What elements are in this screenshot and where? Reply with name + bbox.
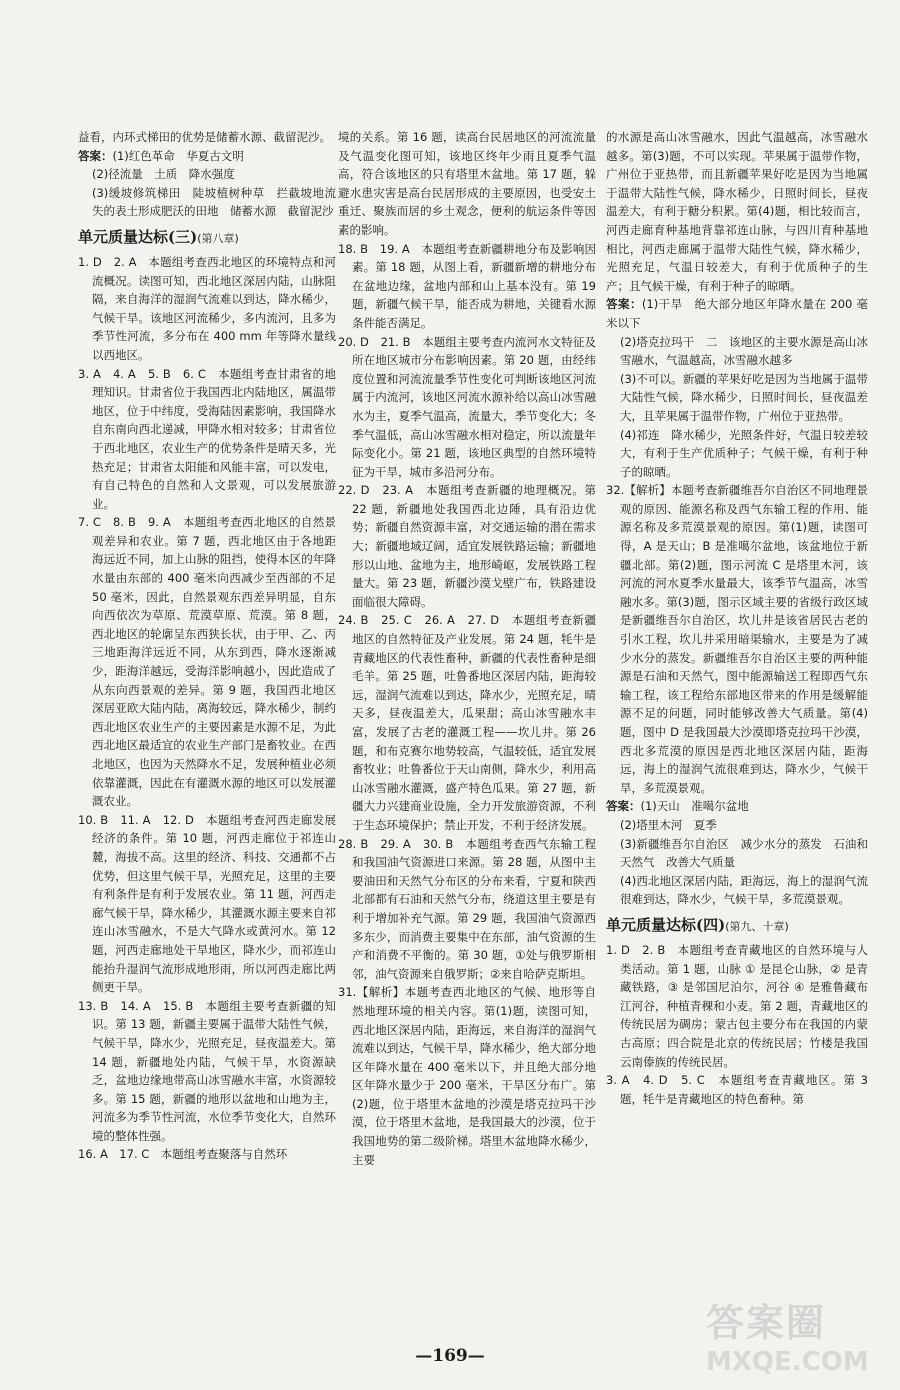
answer-line: (3)新疆维吾尔自治区 减少水分的蒸发 石油和天然气 改善大气质量 [620, 836, 868, 870]
answer-line: (1)红色革命 华夏古文明 [112, 148, 244, 163]
answer-item: 10. B 11. A 12. D 本题组考查河西走廊发展经济的条件。第 10 题，河西走廊位于祁连山麓，海拔不高。这里的经济、科技、交通都不占优势，但这里气候干旱，光照充足，这里的主要有利条件是有利于发展农业。第 11 题，河西走廊气候干旱，降水稀少，其灌溉水源主要来自祁连山冰雪融水，不是大气降水或黄河水。第 12 题，河西走廊地处干旱地区，降水少，而祁连山能抬升湿润气流形成地形雨，所以河西走廊比两侧更干旱。 [78, 812, 336, 995]
answer-line: (2)塔克拉玛干 二 该地区的主要水源是高山冰雪融水，气温越高，冰雪融水越多 [620, 334, 868, 368]
answer-line: (2)径流量 土质 降水强度 [92, 167, 235, 182]
column-middle [338, 128, 596, 1348]
paragraph: 益看，内环式梯田的优势是储蓄水源、截留泥沙。 [78, 130, 331, 144]
answer-item: 24. B 25. C 26. A 27. D 本题组考查新疆地区的自然特征及产业发展。第 24 题，牦牛是青藏地区的代表性畜种，新疆的代表性畜种是细毛羊。第 25 题，吐鲁番地区深居内陆，距海较远，湿润气流难以到达，降水少，光照充足，晴天多，昼夜温差大，瓜果甜；高山冰雪融水丰富，发展了古老的灌溉工程——坎儿井。第 26 题，和布克赛尔地势较高，气温较低，适宜发展畜牧业；吐鲁番位于天山南侧，降水少，利用高山冰雪融水灌溉，盛产特色瓜果。第 27 题，新疆大力兴建商业设施，全力开发旅游资源，不利于生态环境保护；禁止开发，不利于经济发展。 [338, 613, 596, 832]
section-title: 单元质量达标(三) [78, 227, 198, 246]
answer-block [78, 147, 336, 166]
page-number: —169— [415, 1346, 485, 1366]
answer-label: 答案： [78, 148, 113, 163]
section-subtitle: (第八章) [197, 231, 239, 245]
answer-block [606, 295, 868, 332]
watermark-text: 答案圈 [706, 1301, 827, 1345]
answer-item: 32.【解析】本题考查新疆维吾尔自治区不同地理景观的原因、能源名称及西气东输工程的作用、能源名称及多荒漠景观的原因。第(1)题，读图可得，A 是天山；B 是准噶尔盆地，该盆地位于新疆北部。第(2)题，图示河流 C 是塔里木河，该河流的河水夏季水量最大，该季节气温高，冰雪融水多。第(3)题，图示区域主要的省级行政区域是新疆维吾尔自治区，坎儿井是该省居民古老的引水工程，坎儿井采用暗渠输水，主要是为了减少水分的蒸发。新疆维吾尔自治区主要的两种能源是石油和天然气，图中能源输送工程即西气东输工程，该工程给东部地区带来的作用是缓解能源不足的问题，同时能够改善大气质量。第(4)题，图中 D 是我国最大沙漠即塔克拉玛干沙漠，西北多荒漠的原因是西北地区深居内陆，距海远，海上的湿润气流很难到达，降水少，气候干旱，多荒漠景观。 [606, 483, 868, 795]
answer-line: (1)干旱 绝大部分地区年降水量在 200 毫米以下 [606, 297, 868, 330]
answer-label: 答案： [606, 297, 642, 312]
answer-item: 1. D 2. B 本题组考查青藏地区的自然环境与人类活动。第 1 题，山脉 ① 是昆仑山脉，② 是青藏铁路，③ 是邻国尼泊尔，河谷 ④ 是雅鲁藏布江河谷，种植青稞和小麦。第 2 题，青藏地区的传统民居为碉房；蒙古包主要分布在我国的内蒙古高原；四合院是北京的传统民居；竹楼是我国云南傣族的传统民居。 [606, 942, 868, 1069]
answer-block [606, 797, 868, 816]
answer-item: 20. D 21. B 本题组主要考查内流河水文特征及所在地区城市分布影响因素。第 20 题，由经纬度位置和河流流量季节性变化可判断该地区河流属于内流河，该地区河流水源补给以高山冰雪融水为主，夏季气温高，流量大，季节变化大；冬季气温低，高山冰雪融水相对稳定，所以流量年际变化小。第 21 题，该地区典型的自然环境特征为干旱，城市多沿河分布。 [338, 334, 596, 479]
paragraph: 的水源是高山冰雪融水，因此气温越高，冰雪融水越多。第(3)题，不可以实现。苹果属于温带作物，广州位于亚热带，而且新疆苹果好吃是因为当地属于温带大陆性气候，降水稀少，日照时间长，昼夜温差大，有利于糖分积累。第(4)题，相比较而言，河西走廊育种基地背靠祁连山脉，与四川育种基地相比，河西走廊属于温带大陆性气候，降水稀少，光照充足，气温日较差大，有利于优质种子的生产；且气候干燥，有利于种子的晾晒。 [606, 130, 868, 293]
answer-line: (2)塔里木河 夏季 [620, 817, 717, 832]
section-heading [78, 227, 336, 249]
answer-item: 13. B 14. A 15. B 本题组主要考查新疆的知识。第 13 题，新疆主要属于温带大陆性气候，气候干旱，降水少，光照充足，昼夜温差大。第 14 题，新疆地处内陆，气候干旱，水资源缺乏，盆地边缘地带高山冰雪融水丰富，水资源较多。第 15 题，新疆的地形以盆地和山地为主，河流多为季节性河流，水位季节变化大，自然环境的整体性强。 [78, 998, 336, 1143]
answer-line: (3)缓坡修筑梯田 陡坡植树种草 拦截坡地流失的表土形成肥沃的田地 储蓄水源 截留泥沙 [92, 185, 336, 219]
answer-item: 7. C 8. B 9. A 本题组考查西北地区的自然景观差异和农业。第 7 题，西北地区由于各地距海远近不同，加上山脉的阻挡，使得本区的年降水量由东部的 400 毫米向西减少至西部的不足 50 毫米，因此，自然景观东西差异明显，自东向西依次为草原、荒漠草原、荒漠。第 8 题，西北地区的轮廓呈东西狭长状，由于甲、乙、丙三地距海洋远近不同，从东到西，降水逐渐减少，距海洋越远，受海洋影响越小，因此造成了从东向西景观的差异。第 9 题，我国西北地区深居亚欧大陆内陆，离海较远，降水稀少，制约西北地区农业生产的主要因素是水源不足，为此西北地区最适宜的农业生产部门是畜牧业。在西北地区，也因为天然降水不足，发展种植业必须依靠灌溉，因此在有灌溉水源的地区可以发展灌溉农业。 [78, 515, 336, 809]
section-subtitle: (第九、十章) [725, 919, 789, 933]
answer-item: 18. B 19. A 本题组考查新疆耕地分布及影响因素。第 18 题，从图上看，新疆新增的耕地分布在盆地边缘，盆地内部和山上基本没有。第 19 题，新疆气候干旱，能否成为耕地，关键看水源条件能否满足。 [338, 241, 596, 330]
answer-item: 3. A 4. D 5. C 本题组考查青藏地区。第 3 题，牦牛是青藏地区的特色畜种。第 [606, 1073, 868, 1106]
answer-line: (3)不可以。新疆的苹果好吃是因为当地属于温带大陆性气候，降水稀少，日照时间长，昼夜温差大，且苹果属于温带作物，广州位于亚热带。 [620, 371, 868, 423]
watermark-url: MXQE.COM [706, 1347, 869, 1377]
answer-line: (4)祁连 降水稀少，光照条件好，气温日较差较大，有利于生产优质种子；气候干燥，有利于种子的晾晒。 [620, 427, 868, 479]
answer-item: 3. A 4. A 5. B 6. C 本题组考查甘肃省的地理知识。甘肃省位于我国西北内陆地区，属温带地区，位于中纬度，受海陆因素影响，我国降水自东南向西北递减，甲降水相对较多；甘肃省位于西北地区，农业生产的优势条件是晴天多，光热充足；甘肃省太阳能和风能丰富，可以发电，有自己特色的自然和人文景观，可以发展旅游业。 [78, 366, 336, 511]
answer-line: (4)西北地区深居内陆，距海远，海上的湿润气流很难到达，降水少，气候干旱，多荒漠景观。 [620, 873, 868, 907]
section-title: 单元质量达标(四) [606, 915, 726, 934]
column-right [606, 128, 868, 1348]
answer-item: 28. B 29. A 30. B 本题组考查西气东输工程和我国油气资源进口来源。第 28 题，从图中主要油田和天然气分布区的分布来看，宁夏和陕西北部都有石油和天然气分布，绕道这里主要是有利于增加补充气源。第 29 题，我国油气资源西多东少，而消费主要集中在东部，油气资源的生产和消费不平衡的。第 30 题，①处与俄罗斯相邻，油气资源来自俄罗斯；②来自哈萨克斯坦。 [338, 836, 596, 981]
answer-item: 22. D 23. A 本题组考查新疆的地理概况。第 22 题，新疆地处我国西北边陲，具有沿边优势；新疆自然资源丰富，对交通运输的潜在需求大；新疆地域辽阔，适宜发展铁路运输；新疆地形以山地、盆地为主，地形崎岖，发展铁路工程量大。第 23 题，新疆沙漠戈壁广布，铁路建设面临很大障碍。 [338, 483, 596, 609]
answer-item: 1. D 2. A 本题组考查西北地区的环境特点和河流概况。读图可知，西北地区深居内陆，山脉阻隔，来自海洋的湿润气流难以到达，降水稀少，气候干旱。该地区河流稀少，多内流河，且多为季节性河流，多分布在 400 mm 年等降水量线以西地区。 [78, 254, 336, 362]
answer-item: 16. A 17. C 本题组考查聚落与自然环 [78, 1147, 288, 1162]
answer-item: 31.【解析】本题考查西北地区的气候、地形等自然地理环境的相关内容。第(1)题，读图可知，西北地区深居内陆，距海远，来自海洋的湿润气流难以到达，气候干旱，降水稀少，绝大部分地区年降水量在 400 毫米以下，并且绝大部分地区年降水量少于 200 毫米，干旱区分布广。第(2)题，位于塔里木盆地的沙漠是塔克拉玛干沙漠，位于塔里木盆地，是我国最大的沙漠，位于我国地势的第二级阶梯。塔里木盆地降水稀少，主要 [338, 985, 596, 1167]
paragraph: 境的关系。第 16 题，读高台民居地区的河流流量及气温变化图可知，该地区终年少雨且夏季气温高，符合该地区的只有塔里木盆地。第 17 题，躲避水患灾害是高台民居形成的主要原因，也受安土重迁、聚族而居的乡土观念，便利的航运条件等因素的影响。 [338, 130, 596, 237]
answer-line: (1)天山 准噶尔盆地 [640, 799, 749, 814]
answer-label: 答案： [606, 799, 641, 814]
column-left [78, 128, 336, 1348]
section-heading [606, 915, 868, 937]
